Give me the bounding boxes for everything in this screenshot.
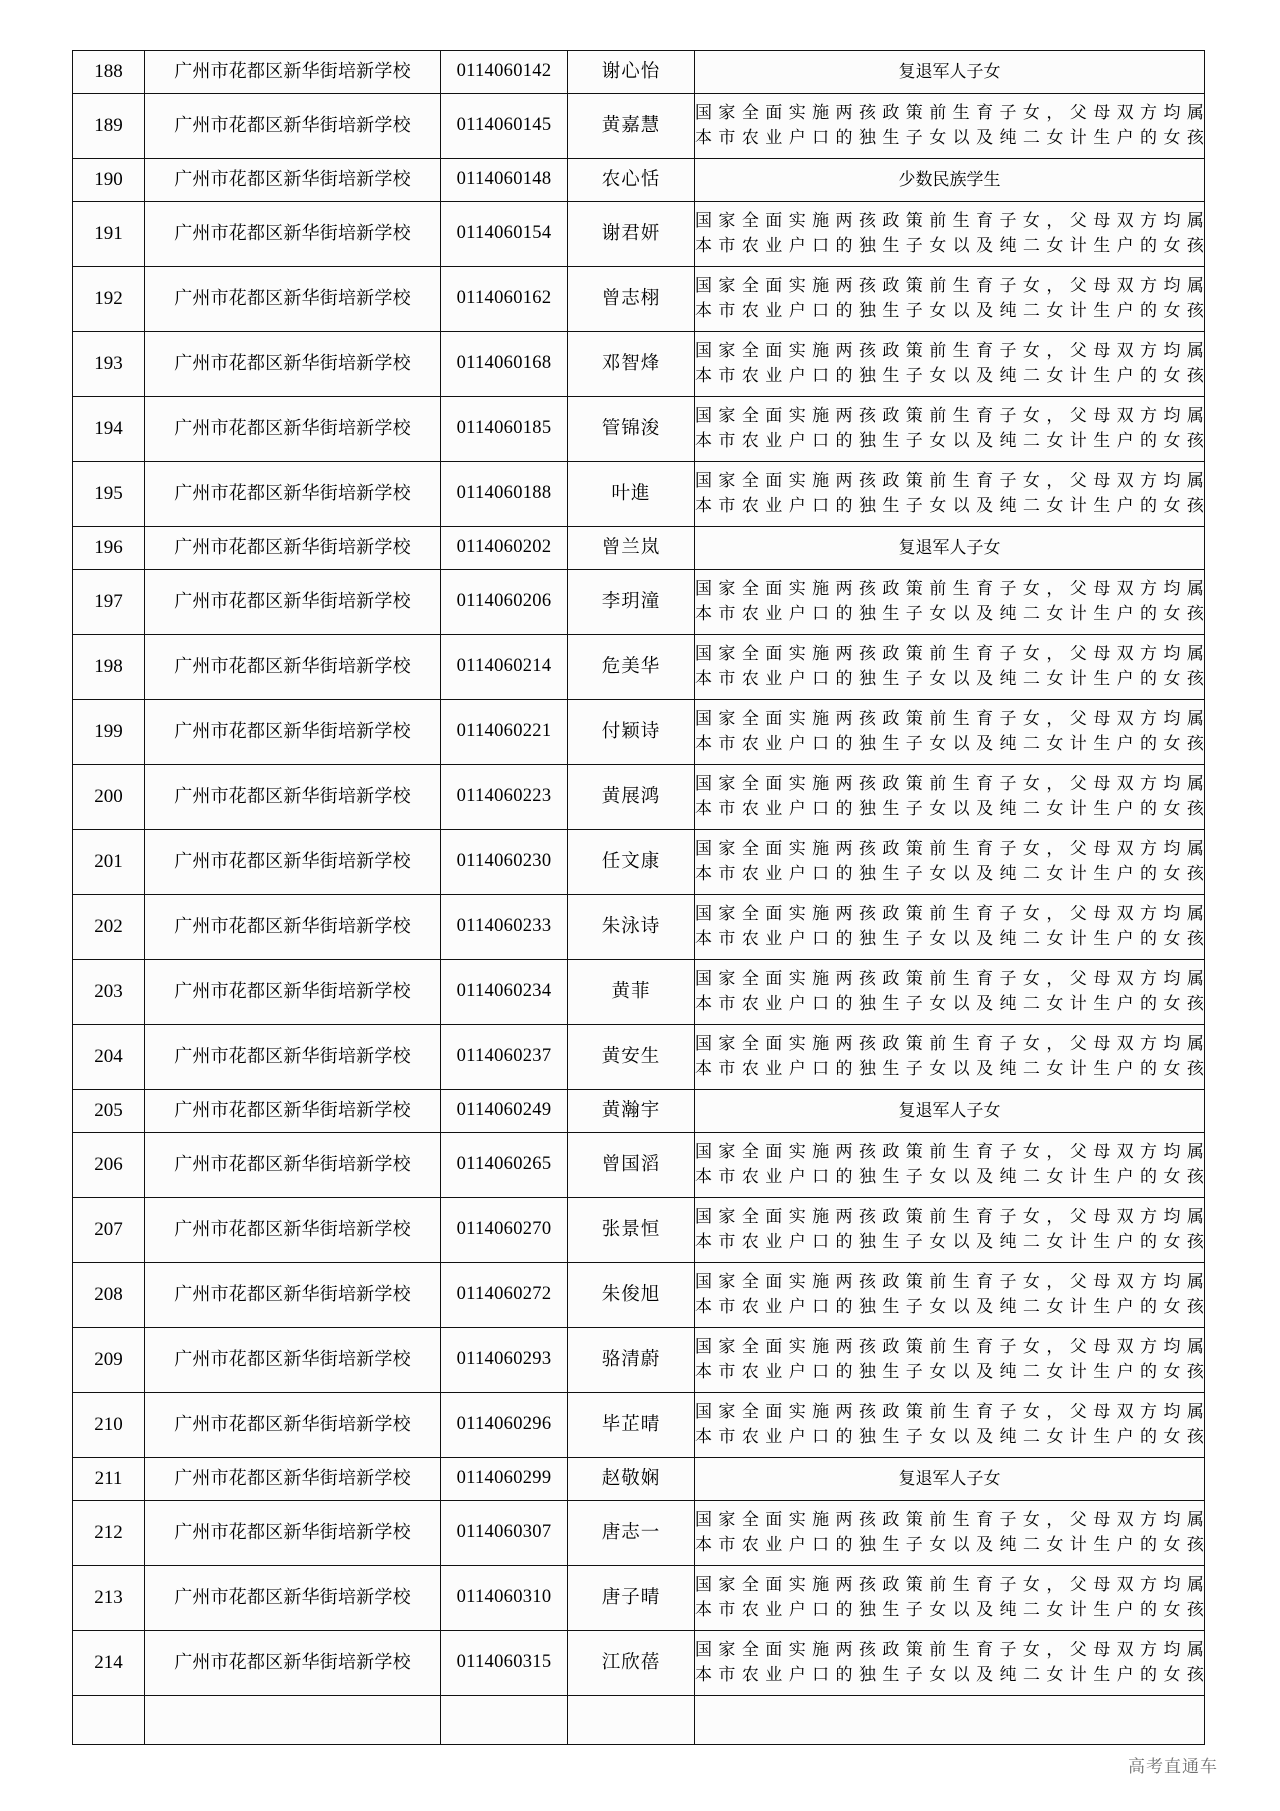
table-row <box>73 159 1205 202</box>
reason-line-2: 本市农业户口的独生子女以及纯二女计生户的女孩 <box>695 301 1204 321</box>
reason-line-1: 国家全面实施两孩政策前生育子女，父母双方均属 <box>695 103 1204 124</box>
table-row <box>73 830 1205 895</box>
reason-line-1: 国家全面实施两孩政策前生育子女，父母双方均属 <box>695 1337 1204 1358</box>
cell-school-name: 广州市花都区新华街培新学校 <box>145 700 441 765</box>
table-row <box>73 397 1205 462</box>
reason-line-1: 国家全面实施两孩政策前生育子女，父母双方均属 <box>695 579 1204 600</box>
table-row <box>73 1133 1205 1198</box>
cell-sequence-number: 195 <box>73 462 145 527</box>
cell-bonus-reason <box>695 1696 1205 1745</box>
reason-line-2: 本市农业户口的独生子女以及纯二女计生户的女孩 <box>695 366 1204 386</box>
table-row <box>73 765 1205 830</box>
cell-student-name: 朱俊旭 <box>568 1263 695 1328</box>
cell-school-name: 广州市花都区新华街培新学校 <box>145 1458 441 1501</box>
cell-sequence-number: 212 <box>73 1501 145 1566</box>
cell-sequence-number: 191 <box>73 202 145 267</box>
cell-candidate-id: 0114060142 <box>441 51 568 94</box>
reason-line-1: 国家全面实施两孩政策前生育子女，父母双方均属 <box>695 904 1204 925</box>
cell-candidate-id: 0114060293 <box>441 1328 568 1393</box>
cell-bonus-reason <box>695 202 1205 267</box>
table-row <box>73 1696 1205 1745</box>
cell-student-name: 江欣蓓 <box>568 1631 695 1696</box>
cell-bonus-reason <box>695 1025 1205 1090</box>
cell-student-name: 曾国滔 <box>568 1133 695 1198</box>
reason-line-1: 国家全面实施两孩政策前生育子女，父母双方均属 <box>695 471 1204 492</box>
reason-line-2: 本市农业户口的独生子女以及纯二女计生户的女孩 <box>695 1232 1204 1252</box>
cell-sequence-number: 204 <box>73 1025 145 1090</box>
cell-bonus-reason <box>695 635 1205 700</box>
cell-bonus-reason <box>695 765 1205 830</box>
roster-table-body <box>73 51 1205 1745</box>
cell-student-name: 曾志栩 <box>568 267 695 332</box>
cell-sequence-number: 190 <box>73 159 145 202</box>
reason-line-1: 国家全面实施两孩政策前生育子女，父母双方均属 <box>695 774 1204 795</box>
table-row <box>73 202 1205 267</box>
cell-student-name: 曾兰岚 <box>568 527 695 570</box>
reason-line-2: 本市农业户口的独生子女以及纯二女计生户的女孩 <box>695 431 1204 451</box>
cell-student-name: 谢心怡 <box>568 51 695 94</box>
cell-candidate-id: 0114060148 <box>441 159 568 202</box>
cell-candidate-id: 0114060188 <box>441 462 568 527</box>
cell-school-name: 广州市花都区新华街培新学校 <box>145 51 441 94</box>
cell-student-name: 邓智烽 <box>568 332 695 397</box>
cell-school-name: 广州市花都区新华街培新学校 <box>145 895 441 960</box>
reason-line-1: 国家全面实施两孩政策前生育子女，父母双方均属 <box>695 709 1204 730</box>
reason-line-2: 本市农业户口的独生子女以及纯二女计生户的女孩 <box>695 1535 1204 1555</box>
watermark-text: 高考直通车 <box>1128 1757 1218 1777</box>
reason-line-1: 国家全面实施两孩政策前生育子女，父母双方均属 <box>695 969 1204 990</box>
cell-bonus-reason <box>695 94 1205 159</box>
reason-line-1: 国家全面实施两孩政策前生育子女，父母双方均属 <box>695 1207 1204 1228</box>
reason-line-2: 本市农业户口的独生子女以及纯二女计生户的女孩 <box>695 669 1204 689</box>
cell-candidate-id: 0114060237 <box>441 1025 568 1090</box>
table-row <box>73 51 1205 94</box>
cell-school-name: 广州市花都区新华街培新学校 <box>145 1501 441 1566</box>
cell-school-name: 广州市花都区新华街培新学校 <box>145 94 441 159</box>
cell-candidate-id: 0114060249 <box>441 1090 568 1133</box>
cell-candidate-id: 0114060206 <box>441 570 568 635</box>
cell-bonus-reason <box>695 895 1205 960</box>
cell-sequence-number: 202 <box>73 895 145 960</box>
table-row <box>73 94 1205 159</box>
cell-bonus-reason: 复退军人子女 <box>695 51 1205 94</box>
table-row <box>73 700 1205 765</box>
cell-student-name: 唐子晴 <box>568 1566 695 1631</box>
table-row <box>73 960 1205 1025</box>
cell-student-name: 黄展鸿 <box>568 765 695 830</box>
cell-bonus-reason <box>695 830 1205 895</box>
reason-line-2: 本市农业户口的独生子女以及纯二女计生户的女孩 <box>695 929 1204 949</box>
reason-line-2: 本市农业户口的独生子女以及纯二女计生户的女孩 <box>695 1297 1204 1317</box>
cell-school-name: 广州市花都区新华街培新学校 <box>145 1090 441 1133</box>
table-row <box>73 1025 1205 1090</box>
reason-line-1: 国家全面实施两孩政策前生育子女，父母双方均属 <box>695 211 1204 232</box>
cell-bonus-reason <box>695 1328 1205 1393</box>
cell-bonus-reason <box>695 700 1205 765</box>
cell-sequence-number: 214 <box>73 1631 145 1696</box>
reason-line-1: 国家全面实施两孩政策前生育子女，父母双方均属 <box>695 1510 1204 1531</box>
cell-student-name: 黄安生 <box>568 1025 695 1090</box>
cell-school-name <box>145 1696 441 1745</box>
cell-school-name: 广州市花都区新华街培新学校 <box>145 635 441 700</box>
table-row <box>73 1501 1205 1566</box>
table-row <box>73 895 1205 960</box>
table-row <box>73 1263 1205 1328</box>
table-row <box>73 1631 1205 1696</box>
cell-student-name: 黄瀚宇 <box>568 1090 695 1133</box>
cell-school-name: 广州市花都区新华街培新学校 <box>145 159 441 202</box>
cell-student-name: 赵敬娴 <box>568 1458 695 1501</box>
table-row <box>73 1393 1205 1458</box>
table-row <box>73 332 1205 397</box>
reason-line-2: 本市农业户口的独生子女以及纯二女计生户的女孩 <box>695 496 1204 516</box>
cell-bonus-reason <box>695 267 1205 332</box>
reason-line-1: 国家全面实施两孩政策前生育子女，父母双方均属 <box>695 644 1204 665</box>
cell-sequence-number: 201 <box>73 830 145 895</box>
cell-student-name: 管锦浚 <box>568 397 695 462</box>
cell-sequence-number: 205 <box>73 1090 145 1133</box>
cell-candidate-id: 0114060233 <box>441 895 568 960</box>
reason-line-2: 本市农业户口的独生子女以及纯二女计生户的女孩 <box>695 1059 1204 1079</box>
cell-student-name <box>568 1696 695 1745</box>
reason-line-1: 国家全面实施两孩政策前生育子女，父母双方均属 <box>695 1142 1204 1163</box>
roster-table-container <box>72 50 1204 1745</box>
cell-candidate-id: 0114060265 <box>441 1133 568 1198</box>
cell-school-name: 广州市花都区新华街培新学校 <box>145 1263 441 1328</box>
cell-sequence-number: 196 <box>73 527 145 570</box>
cell-sequence-number: 194 <box>73 397 145 462</box>
reason-line-1: 国家全面实施两孩政策前生育子女，父母双方均属 <box>695 1272 1204 1293</box>
cell-sequence-number: 209 <box>73 1328 145 1393</box>
reason-line-1: 国家全面实施两孩政策前生育子女，父母双方均属 <box>695 276 1204 297</box>
table-row <box>73 527 1205 570</box>
cell-school-name: 广州市花都区新华街培新学校 <box>145 765 441 830</box>
cell-sequence-number: 211 <box>73 1458 145 1501</box>
reason-line-2: 本市农业户口的独生子女以及纯二女计生户的女孩 <box>695 734 1204 754</box>
cell-bonus-reason: 复退军人子女 <box>695 527 1205 570</box>
cell-school-name: 广州市花都区新华街培新学校 <box>145 1566 441 1631</box>
cell-student-name: 毕芷晴 <box>568 1393 695 1458</box>
reason-line-2: 本市农业户口的独生子女以及纯二女计生户的女孩 <box>695 604 1204 624</box>
bonus-points-roster-table <box>72 50 1205 1745</box>
reason-line-1: 国家全面实施两孩政策前生育子女，父母双方均属 <box>695 1402 1204 1423</box>
cell-bonus-reason: 复退军人子女 <box>695 1090 1205 1133</box>
reason-line-2: 本市农业户口的独生子女以及纯二女计生户的女孩 <box>695 1600 1204 1620</box>
cell-candidate-id: 0114060145 <box>441 94 568 159</box>
cell-bonus-reason <box>695 1133 1205 1198</box>
cell-candidate-id: 0114060272 <box>441 1263 568 1328</box>
reason-line-2: 本市农业户口的独生子女以及纯二女计生户的女孩 <box>695 1167 1204 1187</box>
cell-sequence-number <box>73 1696 145 1745</box>
cell-candidate-id <box>441 1696 568 1745</box>
reason-line-2: 本市农业户口的独生子女以及纯二女计生户的女孩 <box>695 994 1204 1014</box>
cell-sequence-number: 198 <box>73 635 145 700</box>
cell-bonus-reason <box>695 462 1205 527</box>
reason-line-2: 本市农业户口的独生子女以及纯二女计生户的女孩 <box>695 799 1204 819</box>
cell-candidate-id: 0114060214 <box>441 635 568 700</box>
cell-bonus-reason <box>695 1198 1205 1263</box>
cell-sequence-number: 203 <box>73 960 145 1025</box>
cell-sequence-number: 199 <box>73 700 145 765</box>
cell-school-name: 广州市花都区新华街培新学校 <box>145 1631 441 1696</box>
cell-sequence-number: 206 <box>73 1133 145 1198</box>
cell-candidate-id: 0114060230 <box>441 830 568 895</box>
cell-school-name: 广州市花都区新华街培新学校 <box>145 462 441 527</box>
cell-bonus-reason: 少数民族学生 <box>695 159 1205 202</box>
cell-candidate-id: 0114060299 <box>441 1458 568 1501</box>
reason-line-1: 国家全面实施两孩政策前生育子女，父母双方均属 <box>695 839 1204 860</box>
cell-candidate-id: 0114060296 <box>441 1393 568 1458</box>
cell-student-name: 任文康 <box>568 830 695 895</box>
cell-candidate-id: 0114060185 <box>441 397 568 462</box>
reason-line-1: 国家全面实施两孩政策前生育子女，父母双方均属 <box>695 1034 1204 1055</box>
cell-bonus-reason <box>695 1263 1205 1328</box>
cell-student-name: 朱泳诗 <box>568 895 695 960</box>
cell-candidate-id: 0114060307 <box>441 1501 568 1566</box>
cell-student-name: 李玥潼 <box>568 570 695 635</box>
cell-student-name: 黄嘉慧 <box>568 94 695 159</box>
cell-bonus-reason <box>695 332 1205 397</box>
table-row <box>73 462 1205 527</box>
cell-sequence-number: 213 <box>73 1566 145 1631</box>
cell-bonus-reason: 复退军人子女 <box>695 1458 1205 1501</box>
table-row <box>73 635 1205 700</box>
cell-school-name: 广州市花都区新华街培新学校 <box>145 202 441 267</box>
cell-sequence-number: 188 <box>73 51 145 94</box>
cell-bonus-reason <box>695 570 1205 635</box>
cell-school-name: 广州市花都区新华街培新学校 <box>145 1025 441 1090</box>
reason-line-1: 国家全面实施两孩政策前生育子女，父母双方均属 <box>695 406 1204 427</box>
reason-line-2: 本市农业户口的独生子女以及纯二女计生户的女孩 <box>695 1665 1204 1685</box>
cell-student-name: 骆清蔚 <box>568 1328 695 1393</box>
cell-sequence-number: 208 <box>73 1263 145 1328</box>
reason-line-1: 国家全面实施两孩政策前生育子女，父母双方均属 <box>695 341 1204 362</box>
reason-line-2: 本市农业户口的独生子女以及纯二女计生户的女孩 <box>695 1362 1204 1382</box>
reason-line-1: 国家全面实施两孩政策前生育子女，父母双方均属 <box>695 1575 1204 1596</box>
cell-school-name: 广州市花都区新华街培新学校 <box>145 267 441 332</box>
cell-student-name: 张景恒 <box>568 1198 695 1263</box>
reason-line-2: 本市农业户口的独生子女以及纯二女计生户的女孩 <box>695 236 1204 256</box>
cell-candidate-id: 0114060221 <box>441 700 568 765</box>
cell-candidate-id: 0114060234 <box>441 960 568 1025</box>
table-row <box>73 1198 1205 1263</box>
cell-sequence-number: 207 <box>73 1198 145 1263</box>
reason-line-2: 本市农业户口的独生子女以及纯二女计生户的女孩 <box>695 128 1204 148</box>
reason-line-2: 本市农业户口的独生子女以及纯二女计生户的女孩 <box>695 864 1204 884</box>
cell-sequence-number: 193 <box>73 332 145 397</box>
cell-school-name: 广州市花都区新华街培新学校 <box>145 830 441 895</box>
cell-sequence-number: 192 <box>73 267 145 332</box>
cell-candidate-id: 0114060310 <box>441 1566 568 1631</box>
table-row <box>73 1566 1205 1631</box>
cell-bonus-reason <box>695 1501 1205 1566</box>
cell-school-name: 广州市花都区新华街培新学校 <box>145 960 441 1025</box>
cell-school-name: 广州市花都区新华街培新学校 <box>145 332 441 397</box>
cell-student-name: 农心恬 <box>568 159 695 202</box>
table-row <box>73 267 1205 332</box>
cell-sequence-number: 200 <box>73 765 145 830</box>
cell-school-name: 广州市花都区新华街培新学校 <box>145 527 441 570</box>
cell-candidate-id: 0114060202 <box>441 527 568 570</box>
table-row <box>73 1090 1205 1133</box>
cell-school-name: 广州市花都区新华街培新学校 <box>145 570 441 635</box>
cell-sequence-number: 197 <box>73 570 145 635</box>
cell-school-name: 广州市花都区新华街培新学校 <box>145 1198 441 1263</box>
reason-line-1: 国家全面实施两孩政策前生育子女，父母双方均属 <box>695 1640 1204 1661</box>
cell-bonus-reason <box>695 397 1205 462</box>
cell-student-name: 唐志一 <box>568 1501 695 1566</box>
cell-candidate-id: 0114060168 <box>441 332 568 397</box>
table-row <box>73 1458 1205 1501</box>
cell-bonus-reason <box>695 1631 1205 1696</box>
reason-line-2: 本市农业户口的独生子女以及纯二女计生户的女孩 <box>695 1427 1204 1447</box>
cell-bonus-reason <box>695 1393 1205 1458</box>
cell-school-name: 广州市花都区新华街培新学校 <box>145 1133 441 1198</box>
cell-school-name: 广州市花都区新华街培新学校 <box>145 1328 441 1393</box>
cell-bonus-reason <box>695 1566 1205 1631</box>
cell-candidate-id: 0114060315 <box>441 1631 568 1696</box>
cell-school-name: 广州市花都区新华街培新学校 <box>145 1393 441 1458</box>
cell-student-name: 叶進 <box>568 462 695 527</box>
table-row <box>73 1328 1205 1393</box>
cell-candidate-id: 0114060223 <box>441 765 568 830</box>
table-row <box>73 570 1205 635</box>
cell-bonus-reason <box>695 960 1205 1025</box>
cell-sequence-number: 189 <box>73 94 145 159</box>
cell-student-name: 付颖诗 <box>568 700 695 765</box>
cell-candidate-id: 0114060154 <box>441 202 568 267</box>
cell-student-name: 危美华 <box>568 635 695 700</box>
cell-student-name: 谢君妍 <box>568 202 695 267</box>
cell-sequence-number: 210 <box>73 1393 145 1458</box>
cell-candidate-id: 0114060270 <box>441 1198 568 1263</box>
cell-school-name: 广州市花都区新华街培新学校 <box>145 397 441 462</box>
cell-candidate-id: 0114060162 <box>441 267 568 332</box>
cell-student-name: 黄菲 <box>568 960 695 1025</box>
